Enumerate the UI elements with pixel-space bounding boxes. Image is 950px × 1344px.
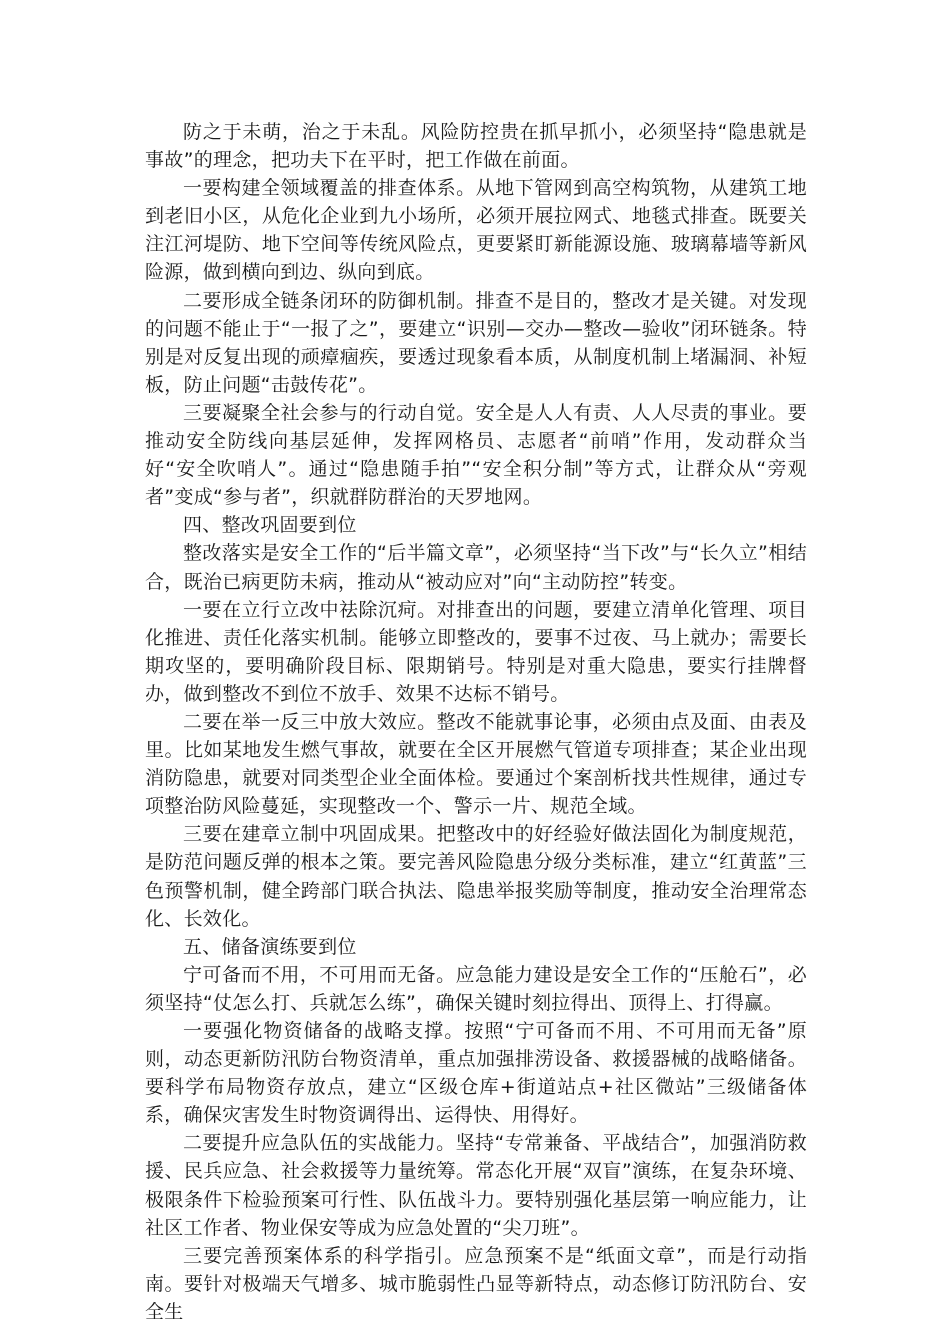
section-heading: 五、储备演练要到位 [183, 935, 357, 958]
section-heading: 四、整改巩固要到位 [183, 514, 357, 537]
paragraph: 二要形成全链条闭环的防御机制。排查不是目的，整改才是关键。对发现的问题不能止于“一报了之”，要建立“识别—交办—整改—验收”闭环链条。特别是对反复出现的顽瘴痼疾，要透过现象看本质，从制度机制上堵漏洞、补短板，防止问题“击鼓传花”。 [145, 289, 807, 396]
paragraph: 二要在举一反三中放大效应。整改不能就事论事，必须由点及面、由表及里。比如某地发生燃气事故，就要在全区开展燃气管道专项排查；某企业出现消防隐患，就要对同类型企业全面体检。要通过个案剖析找共性规律，通过专项整治防风险蔓延，实现整改一个、警示一片、规范全域。 [145, 710, 807, 818]
paragraph: 一要构建全领域覆盖的排查体系。从地下管网到高空构筑物，从建筑工地到老旧小区，从危化企业到九小场所，必须开展拉网式、地毯式排查。既要关注江河堤防、地下空间等传统风险点，更要紧盯新能源设施、玻璃幕墙等新风险源，做到横向到边、纵向到底。 [145, 177, 807, 284]
paragraph: 三要完善预案体系的科学指引。应急预案不是“纸面文章”，而是行动指南。要针对极端天气增多、城市脆弱性凸显等新特点，动态修订防汛防台、安全生 [145, 1244, 807, 1323]
document-page [145, 118, 807, 1326]
paragraph: 整改落实是安全工作的“后半篇文章”，必须坚持“当下改”与“长久立”相结合，既治已病更防未病，推动从“被动应对”向“主动防控”转变。 [145, 542, 807, 593]
paragraph: 三要凝聚全社会参与的行动自觉。安全是人人有责、人人尽责的事业。要推动安全防线向基层延伸，发挥网格员、志愿者“前哨”作用，发动群众当好“安全吹哨人”。通过“隐患随手拍”“安全积分制”等方式，让群众从“旁观者”变成“参与者”，织就群防群治的天罗地网。 [145, 401, 807, 509]
paragraph: 宁可备而不用，不可用而无备。应急能力建设是安全工作的“压舱石”，必须坚持“仗怎么打、兵就怎么练”，确保关键时刻拉得出、顶得上、打得赢。 [145, 963, 807, 1014]
paragraph: 二要提升应急队伍的实战能力。坚持“专常兼备、平战结合”，加强消防救援、民兵应急、社会救援等力量统筹。常态化开展“双盲”演练，在复杂环境、极限条件下检验预案可行性、队伍战斗力。要特别强化基层第一响应能力，让社区工作者、物业保安等成为应急处置的“尖刀班”。 [145, 1132, 807, 1239]
paragraph: 防之于未萌，治之于未乱。风险防控贵在抓早抓小，必须坚持“隐患就是事故”的理念，把功夫下在平时，把工作做在前面。 [145, 121, 807, 172]
paragraph: 一要强化物资储备的战略支撑。按照“宁可备而不用、不可用而无备”原则，动态更新防汛防台物资清单，重点加强排涝设备、救援器械的战略储备。要科学布局物资存放点，建立“区级仓库+街道站点+社区微站”三级储备体系，确保灾害发生时物资调得出、运得快、用得好。 [145, 1020, 807, 1127]
paragraph: 三要在建章立制中巩固成果。把整改中的好经验好做法固化为制度规范，是防范问题反弹的根本之策。要完善风险隐患分级分类标准，建立“红黄蓝”三色预警机制，健全跨部门联合执法、隐患举报奖励等制度，推动安全治理常态化、长效化。 [145, 823, 807, 930]
paragraph: 一要在立行立改中祛除沉疴。对排查出的问题，要建立清单化管理、项目化推进、责任化落实机制。能够立即整改的，要事不过夜、马上就办；需要长期攻坚的，要明确阶段目标、限期销号。特别是对重大隐患，要实行挂牌督办，做到整改不到位不放手、效果不达标不销号。 [145, 598, 807, 705]
